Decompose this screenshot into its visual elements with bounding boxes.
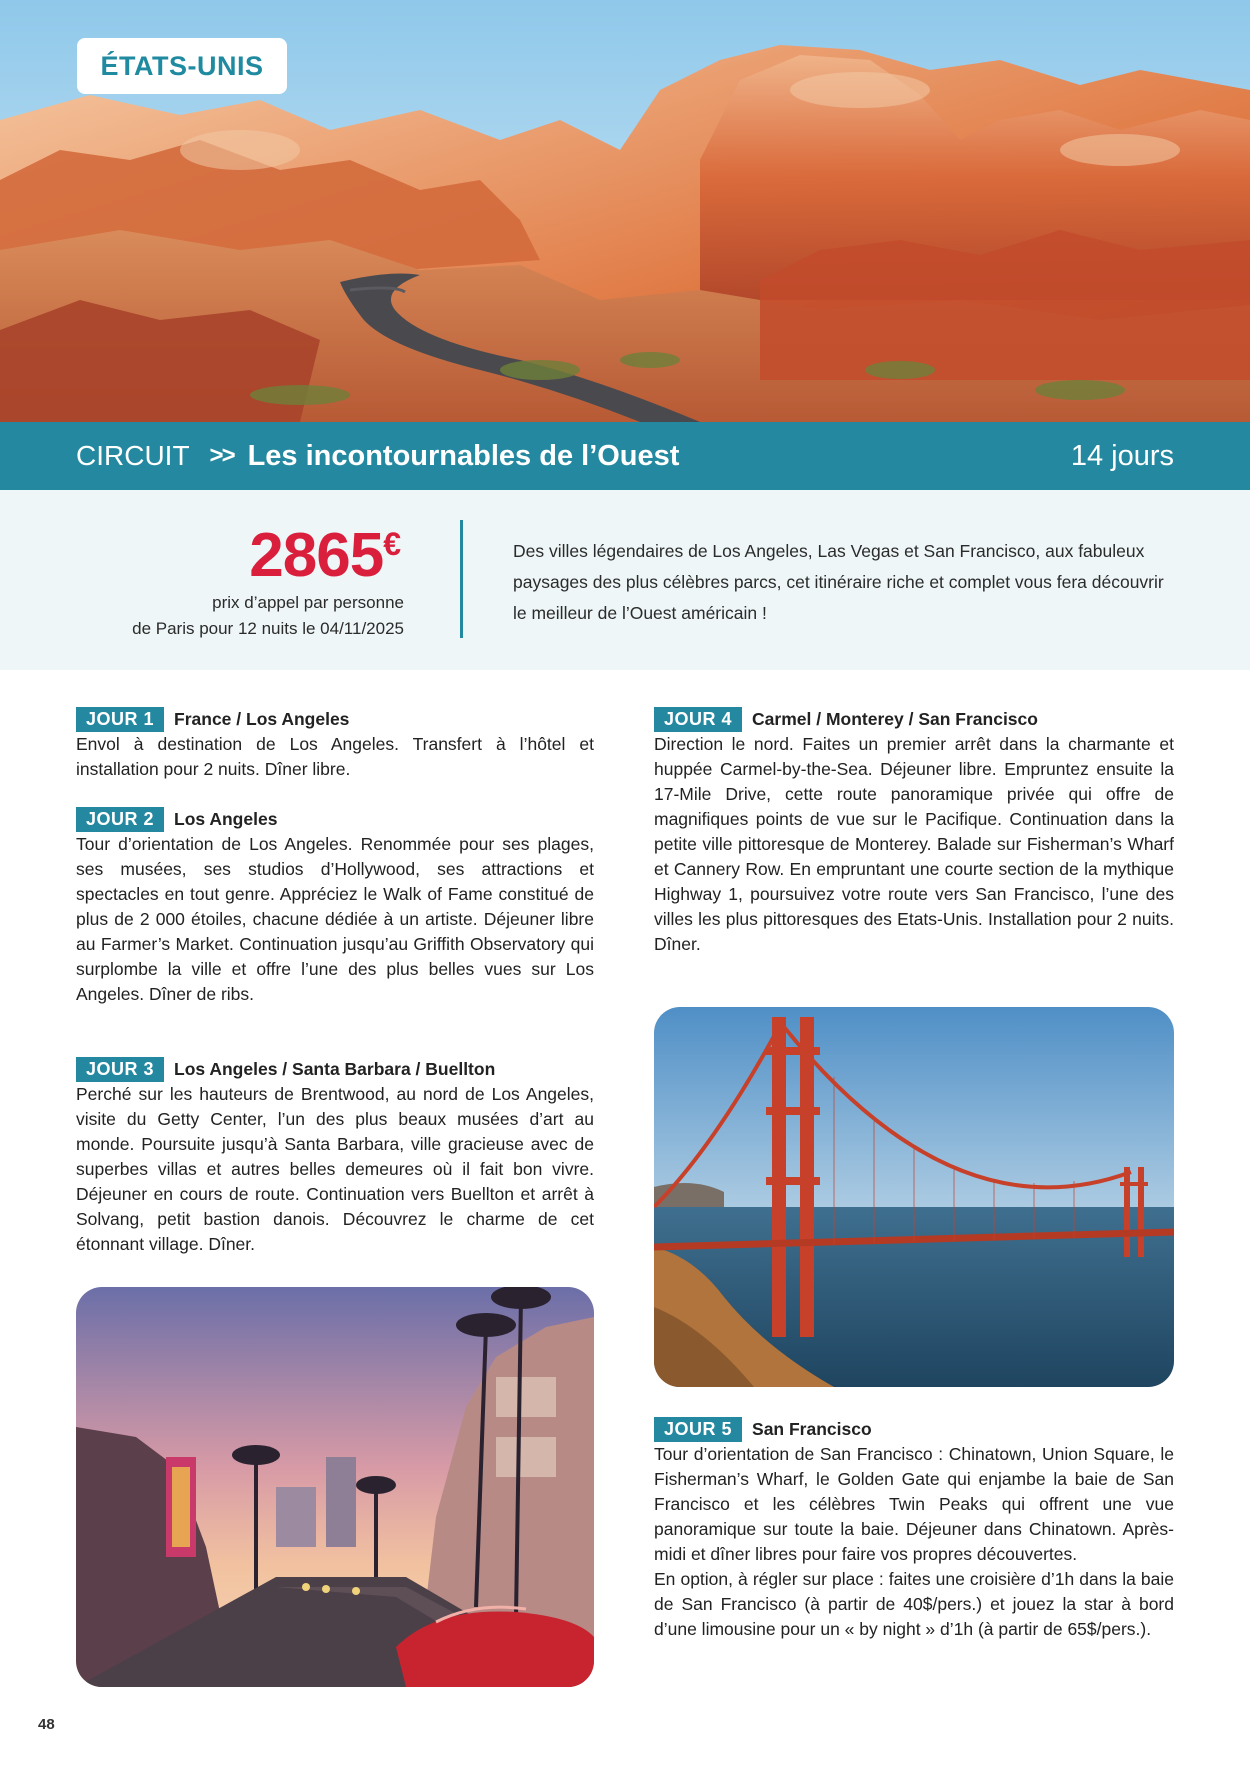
day-4-title: Carmel / Monterey / San Francisco bbox=[752, 709, 1038, 729]
circuit-intro: Des villes légendaires de Los Angeles, Las Vegas et San Francisco, aux fabuleux paysages des plus célèbres parcs, cet itinéraire riche et complet vous fera découvrir le meilleur de l’Ouest américain ! bbox=[513, 541, 1164, 623]
hollywood-street-illustration bbox=[76, 1287, 594, 1687]
price-section bbox=[0, 490, 1250, 670]
price-currency: € bbox=[383, 526, 400, 562]
circuit-duration: 14 jours bbox=[1070, 439, 1174, 472]
price-value: 2865 bbox=[249, 521, 384, 590]
day-5-text: Tour d’orientation de San Francisco : Chinatown, Union Square, le Fisherman’s Wharf, le Golden Gate qui enjambe la baie de San Francisco et les célèbres Twin Peaks qui offrent une vue panoramique sur toute la baie. Déjeuner dans Chinatown. Après-midi et dîner libres pour faire vos propres découvertes. bbox=[654, 1444, 1174, 1564]
day-5-tag: JOUR 5 bbox=[654, 1417, 742, 1442]
day-3-title: Los Angeles / Santa Barbara / Buellton bbox=[174, 1059, 496, 1079]
country-badge: ÉTATS-UNIS bbox=[77, 38, 287, 94]
circuit-label: CIRCUIT bbox=[76, 440, 190, 471]
day-4-text: Direction le nord. Faites un premier arrêt dans la charmante et huppée Carmel-by-the-Sea. Déjeuner libre. Empruntez ensuite la 17-Mile Drive, cette route panoramique privée qui offre de magnifiques points de vue sur le Pacifique. Continuation dans la petite ville pittoresque de Monterey. Balade sur Fisherman’s Wharf et Cannery Row. En empruntant une courte section de la mythique Highway 1, poursuivez votre route vers San Francisco, l’une des villes les plus pittoresques des Etats-Unis. Installation pour 2 nuits. Dîner. bbox=[654, 734, 1174, 954]
circuit-title-band bbox=[0, 422, 1250, 490]
price-divider bbox=[460, 520, 463, 638]
day-2-header bbox=[76, 807, 594, 832]
day-5-header bbox=[654, 1417, 1174, 1442]
day-4-header bbox=[654, 707, 1174, 732]
day-4-block bbox=[654, 707, 1174, 957]
day-3-header bbox=[76, 1057, 594, 1082]
day-1-header bbox=[76, 707, 594, 732]
day-1-text: Envol à destination de Los Angeles. Transfert à l’hôtel et installation pour 2 nuits. Dîner libre. bbox=[76, 734, 594, 779]
day-5-option-text: En option, à régler sur place : faites une croisière d’1h dans la baie de San Francisco (à partir de 40$/pers.) et jouez la star à bord d’une limousine pour un « by night » d’1h (à partir de 65$/pers.). bbox=[654, 1569, 1174, 1639]
day-5-block bbox=[654, 1417, 1174, 1642]
page-number: 48 bbox=[38, 1716, 55, 1733]
day-2-block bbox=[76, 807, 594, 1007]
day-2-text: Tour d’orientation de Los Angeles. Renommée pour ses plages, ses musées, ses studios d’Hollywood, ses attractions et spectacles en tout genre. Appréciez le Walk of Fame constitué de plus de 2 000 étoiles, chacune dédiée à un artiste. Déjeuner libre au Farmer’s Market. Continuation jusqu’au Griffith Observatory qui surplombe la ville et offre l’une des plus belles vues sur Los Angeles. Dîner de ribs. bbox=[76, 834, 594, 1004]
day-1-block bbox=[76, 707, 594, 782]
day-3-tag: JOUR 3 bbox=[76, 1057, 164, 1082]
hero-photo bbox=[0, 0, 1250, 422]
day-4-tag: JOUR 4 bbox=[654, 707, 742, 732]
hollywood-photo bbox=[76, 1287, 594, 1687]
price-note-line2: de Paris pour 12 nuits le 04/11/2025 bbox=[132, 619, 404, 638]
price-note bbox=[132, 590, 404, 642]
golden-gate-photo bbox=[654, 1007, 1174, 1387]
circuit-name: Les incontournables de l’Ouest bbox=[247, 439, 680, 472]
price-note-line1: prix d’appel par personne bbox=[212, 593, 404, 612]
day-1-tag: JOUR 1 bbox=[76, 707, 164, 732]
day-3-block bbox=[76, 1057, 594, 1257]
day-5-title: San Francisco bbox=[752, 1419, 872, 1439]
day-3-text: Perché sur les hauteurs de Brentwood, au nord de Los Angeles, visite du Getty Center, l’un des plus beaux musées d’art au monde. Poursuite jusqu’à Santa Barbara, ville gracieuse avec de superbes villas et autres belles demeures où il fait bon vivre. Déjeuner en cours de route. Continuation vers Buellton et arrêt à Solvang, petit bastion danois. Découvrez le charme de cet étonnant village. Dîner. bbox=[76, 1084, 594, 1254]
double-chevron-icon: >> bbox=[209, 442, 234, 469]
price-amount bbox=[249, 520, 400, 591]
day-1-title: France / Los Angeles bbox=[174, 709, 350, 729]
day-2-title: Los Angeles bbox=[174, 809, 278, 829]
golden-gate-bridge-illustration bbox=[654, 1007, 1174, 1387]
day-2-tag: JOUR 2 bbox=[76, 807, 164, 832]
